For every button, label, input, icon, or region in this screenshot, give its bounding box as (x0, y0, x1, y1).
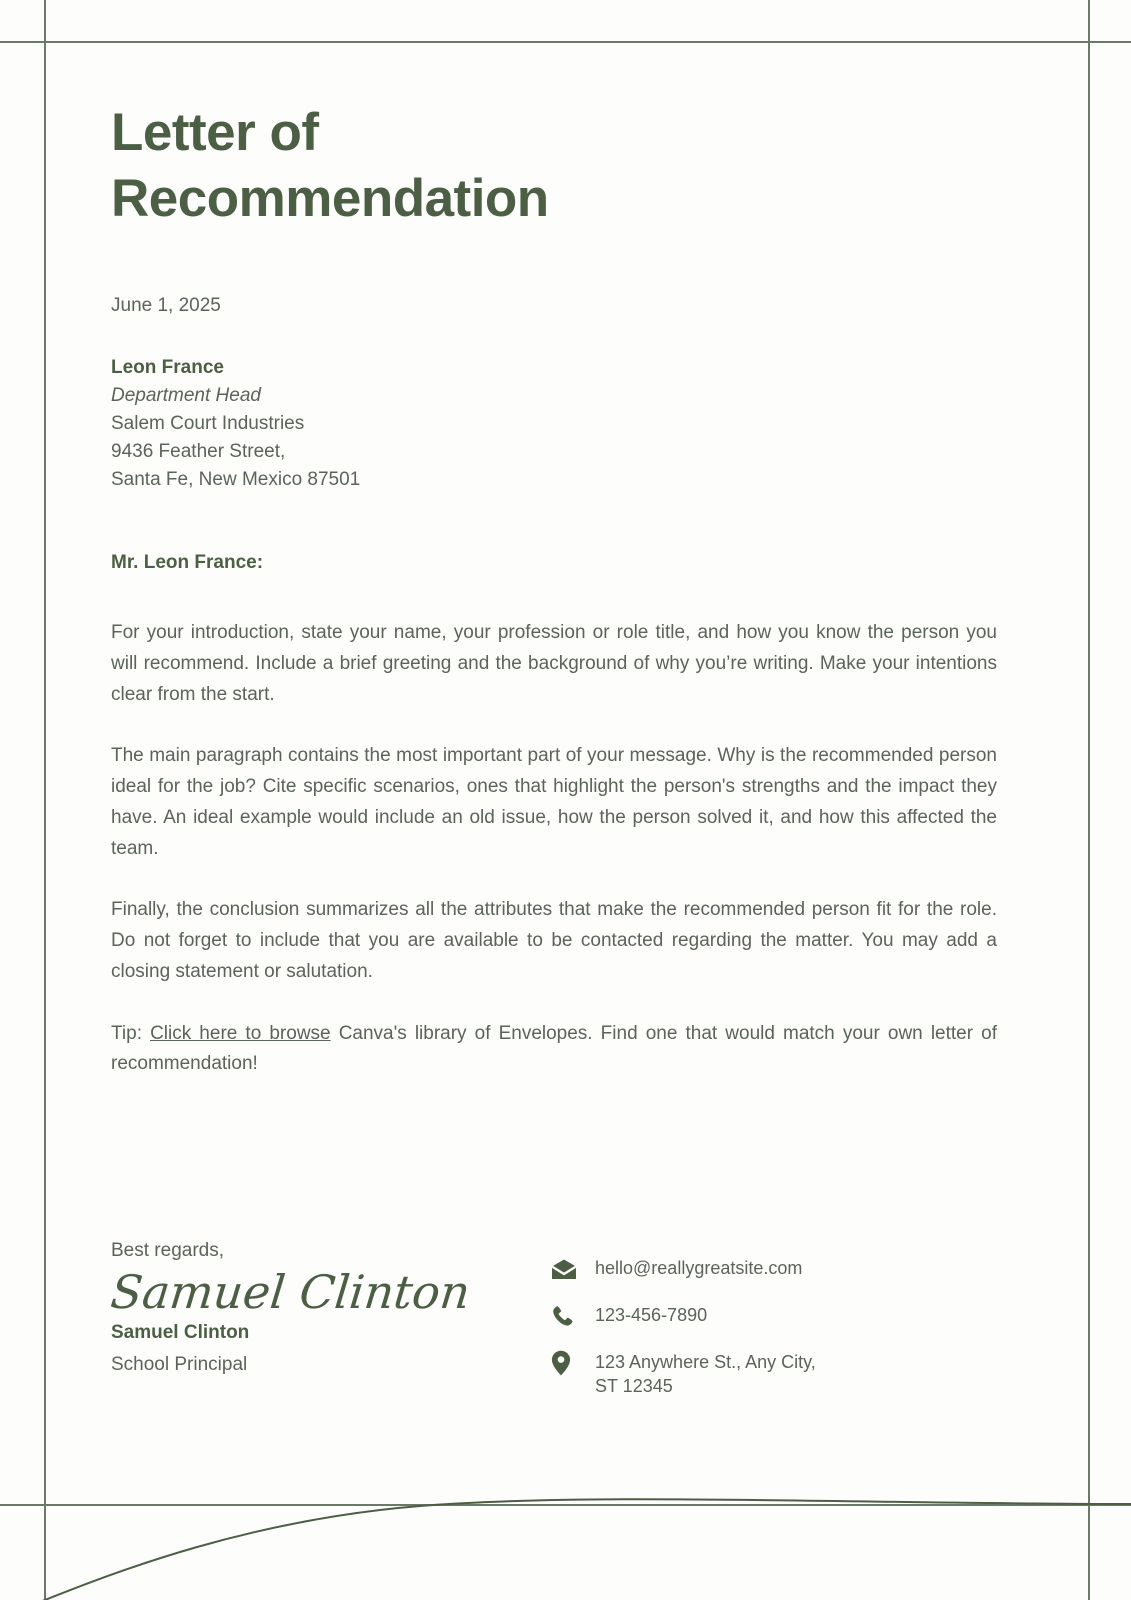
contact-phone-row[interactable] (551, 1303, 951, 1329)
contact-email: hello@reallygreatsite.com (595, 1258, 803, 1278)
contact-address-line-1: 123 Anywhere St., Any City, (595, 1352, 816, 1372)
signature-block (108, 1240, 551, 1399)
recipient-address-block (111, 354, 997, 495)
recipient-street: 9436 Feather Street, (111, 440, 286, 462)
page-title: Letter of Recommendation (111, 103, 549, 229)
decorative-line-left (44, 0, 46, 1600)
contact-email-row[interactable] (551, 1256, 951, 1282)
salutation: Mr. Leon France: (111, 552, 264, 574)
contact-address (595, 1350, 816, 1399)
recipient-company: Salem Court Industries (111, 412, 305, 434)
contact-address-line-2: ST 12345 (595, 1376, 673, 1397)
recipient-name: Leon France (111, 356, 224, 378)
body-paragraph-3: Finally, the conclusion summarizes all the attributes that make the recommended person fit for the role. Do not forget to include that you are available to be contacted regarding the matter. You may add a closing statement or salutation. (111, 899, 997, 982)
closing-phrase: Best regards, (111, 1240, 224, 1261)
location-pin-icon (551, 1350, 585, 1376)
contact-address-row[interactable] (551, 1350, 951, 1399)
browse-envelopes-link[interactable]: Click here to browse (150, 1022, 331, 1044)
signer-role: School Principal (111, 1354, 248, 1376)
contact-phone: 123-456-7890 (595, 1305, 708, 1325)
contact-block (551, 1240, 951, 1399)
decorative-line-top (0, 41, 1131, 43)
tip-paragraph (111, 1019, 997, 1081)
tip-prefix: Tip: (111, 1022, 151, 1044)
phone-icon (551, 1303, 585, 1329)
recipient-role: Department Head (111, 384, 261, 406)
letter-date: June 1, 2025 (111, 294, 221, 316)
handwritten-signature: Samuel Clinton (108, 1265, 473, 1319)
letter-content (111, 100, 997, 1080)
decorative-line-right (1088, 0, 1090, 1600)
letter-footer (108, 1240, 997, 1399)
tip-suffix: Canva's library of Envelopes. Find one that would match your own letter of recommendation! (111, 1022, 997, 1075)
signer-name: Samuel Clinton (111, 1322, 250, 1344)
body-paragraph-1: For your introduction, state your name, your profession or role title, and how you know the person you will recommend. Include a brief greeting and the background of why you’re writing. Make your intentions clear from the start. (111, 622, 997, 705)
decorative-line-bottom (0, 1504, 1131, 1506)
envelope-icon (551, 1256, 585, 1282)
recipient-city-state-zip: Santa Fe, New Mexico 87501 (111, 468, 361, 490)
decorative-curve (0, 1430, 1131, 1600)
body-paragraph-2: The main paragraph contains the most important part of your message. Why is the recommended person ideal for the job? Cite specific scenarios, ones that highlight the person's strengths and the impact they have. An ideal example would include an old issue, how the person solved it, and how this affected the team. (111, 745, 997, 859)
